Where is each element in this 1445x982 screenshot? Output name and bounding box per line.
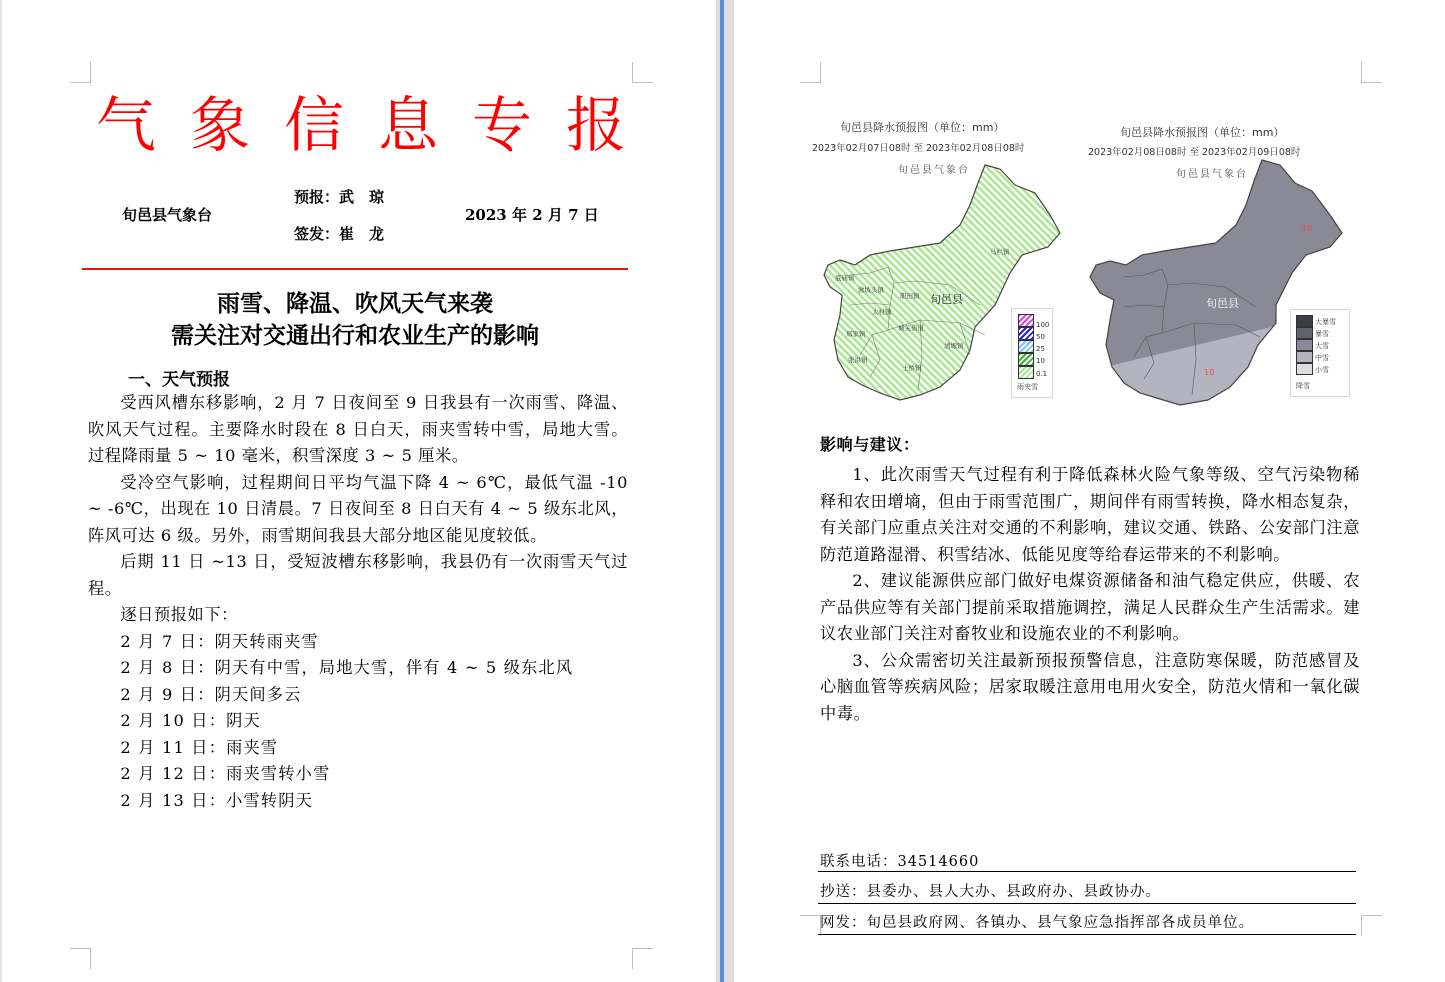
legend-swatch xyxy=(1018,366,1034,379)
margin-mark-bottom-left xyxy=(800,915,821,936)
legend-title: 降雪 xyxy=(1296,382,1310,390)
map-title: 旬邑县降水预报图（单位：mm） xyxy=(840,121,1005,134)
legend-swatch xyxy=(1018,353,1034,366)
headline-line-2: 需关注对交通出行和农业生产的影响 xyxy=(171,322,539,349)
value-label: 10 xyxy=(1302,224,1313,233)
county-label: 旬邑县 xyxy=(930,293,963,306)
footer-divider xyxy=(818,903,1356,904)
daily-forecast-list xyxy=(88,629,628,815)
forecast-paragraph: 后期 11 日 ~13 日，受短波槽东移影响，我县仍有一次雨雪天气过程。 xyxy=(88,552,628,598)
margin-mark-bottom-left xyxy=(70,948,91,969)
precipitation-map-day1 xyxy=(810,115,1078,415)
masthead-char: 气 xyxy=(96,91,156,161)
forecaster: 预报：武 琼 xyxy=(294,188,385,206)
legend-label: 中雪 xyxy=(1315,354,1329,362)
legend-swatch xyxy=(1018,327,1034,340)
forecast-paragraph: 受冷空气影响，过程期间日平均气温下降 4 ~ 6℃，最低气温 -10 ~ -6℃，出现在 10 日清晨。7 日夜间至 8 日白天有 4 ~ 5 级东北风，阵风可达 6 级。另外，雨雪期间我县大部分地区能见度较低。 xyxy=(88,472,628,545)
town-label: 郑家镇 xyxy=(846,330,866,338)
town-label: 城关街道 xyxy=(898,324,924,332)
header-divider xyxy=(82,268,628,270)
town-label: 底庙镇 xyxy=(835,274,855,282)
legend-swatch xyxy=(1018,314,1034,327)
margin-mark-bottom-right xyxy=(1361,915,1382,936)
town-label: 职田镇 xyxy=(900,292,920,300)
margin-mark-top-left xyxy=(800,62,821,83)
legend-swatch xyxy=(1296,315,1313,327)
forecast-body xyxy=(88,390,628,814)
masthead-char: 专 xyxy=(472,91,532,161)
legend-title: 雨夹雪 xyxy=(1017,383,1038,391)
legend-label: 暴雪 xyxy=(1315,330,1329,338)
map-legend xyxy=(1290,309,1350,397)
map-legend xyxy=(1011,308,1053,398)
legend-swatch xyxy=(1296,327,1313,339)
town-label: 土桥镇 xyxy=(902,364,922,372)
legend-label: 100 xyxy=(1036,321,1050,329)
margin-mark-top-left xyxy=(70,62,91,83)
issuer: 签发：崔 龙 xyxy=(294,225,385,243)
town-label: 张洪镇 xyxy=(848,356,868,364)
legend-label: 25 xyxy=(1036,345,1045,353)
map-org: 旬邑县气象台 xyxy=(898,165,970,176)
distribution-list: 网发：旬邑县政府网、各镇办、县气象应急指挥部各成员单位。 xyxy=(820,915,1254,931)
section-title-forecast: 一、天气预报 xyxy=(128,370,230,390)
town-label: 马栏镇 xyxy=(990,248,1010,256)
legend-swatch xyxy=(1018,340,1034,353)
daily-forecast-item: 2 月 12 日：雨夹雪转小雪 xyxy=(120,764,331,783)
daily-forecast-item: 2 月 7 日：阴天转雨夹雪 xyxy=(120,631,319,651)
headline xyxy=(82,288,628,352)
map-org: 旬邑县气象台 xyxy=(1176,169,1248,180)
masthead-char: 报 xyxy=(566,91,626,161)
masthead-char: 象 xyxy=(190,91,250,161)
impact-paragraph: 3、公众需密切关注最新预报预警信息，注意防寒保暖，防范感冒及心脑血管等疾病风险；居家取暖注意用电用火安全，防范火情和一氧化碳中毒。 xyxy=(820,650,1360,723)
legend-label: 0.1 xyxy=(1036,370,1048,378)
town-label: 湫坡头镇 xyxy=(858,286,884,294)
margin-mark-top-right xyxy=(632,62,653,83)
precipitation-map-day2 xyxy=(1080,115,1350,415)
daily-forecast-item: 2 月 9 日：阴天间多云 xyxy=(120,684,302,704)
impact-paragraph: 1、此次雨雪天气过程有利于降低森林火险气象等级、空气污染物稀释和农田增墒，但由于雨雪范围广，期间伴有雨雪转换，降水相态复杂，有关部门应重点关注对交通的不利影响，建议交通、铁路、公安部门注意防范道路湿滑、积雪结冰、低能见度等给春运带来的不利影响。 xyxy=(820,465,1360,564)
page-separator-line xyxy=(720,0,724,982)
map-period: 2023年02月07日08时 至 2023年02月08日08时 xyxy=(812,143,1025,154)
town-label: 太村镇 xyxy=(872,308,892,316)
impact-section xyxy=(820,432,1360,727)
legend-label: 小雪 xyxy=(1315,366,1329,374)
legend-swatch xyxy=(1296,363,1313,375)
daily-forecast-item: 2 月 11 日：雨夹雪 xyxy=(120,737,279,757)
margin-mark-bottom-right xyxy=(632,948,653,969)
daily-forecast-item: 2 月 13 日：小雪转阴天 xyxy=(120,790,314,810)
legend-label: 10 xyxy=(1036,357,1045,365)
page-gutter xyxy=(716,0,734,982)
legend-swatch xyxy=(1296,339,1313,351)
daily-forecast-item: 2 月 8 日：阴天有中雪，局地大雪，伴有 4 ~ 5 级东北风 xyxy=(120,658,574,677)
footer-divider xyxy=(818,871,1356,872)
value-label: 10 xyxy=(1204,368,1215,377)
daily-forecast-item: 2 月 10 日：阴天 xyxy=(120,711,261,730)
cc-list: 抄送：县委办、县人大办、县政府办、县政协办。 xyxy=(820,884,1161,900)
legend-label: 50 xyxy=(1036,333,1045,341)
headline-line-1: 雨雪、降温、吹风天气来袭 xyxy=(217,290,493,317)
legend-label: 大暴雪 xyxy=(1315,318,1336,326)
town-label: 清塬镇 xyxy=(944,342,964,350)
county-label: 旬邑县 xyxy=(1206,297,1239,310)
masthead-char: 信 xyxy=(284,91,344,161)
impact-paragraph: 2、建议能源供应部门做好电煤资源储备和油气稳定供应，供暖、农产品供应等有关部门提前采取措施调控，满足人民群众生产生活需求。建议农业部门关注对畜牧业和设施农业的不利影响。 xyxy=(820,571,1360,643)
masthead-title xyxy=(96,88,626,164)
forecast-paragraph: 逐日预报如下： xyxy=(120,605,238,624)
margin-mark-top-right xyxy=(1361,62,1382,83)
contact-phone: 联系电话：34514660 xyxy=(820,854,980,870)
legend-label: 大雪 xyxy=(1315,342,1329,350)
issuing-org: 旬邑县气象台 xyxy=(122,206,213,224)
issue-date: 2023 年 2 月 7 日 xyxy=(465,206,599,224)
footer-divider xyxy=(818,934,1356,935)
impact-title: 影响与建议： xyxy=(820,435,920,454)
map-period: 2023年02月08日08时 至 2023年02月09日08时 xyxy=(1088,147,1301,158)
map-title: 旬邑县降水预报图（单位：mm） xyxy=(1120,126,1285,139)
forecast-paragraph: 受西风槽东移影响，2 月 7 日夜间至 9 日我县有一次雨雪、降温、吹风天气过程。主要降水时段在 8 日白天，雨夹雪转中雪，局地大雪。过程降雨量 5 ~ 10 毫米，积雪深度 3 ~ 5 厘米。 xyxy=(88,393,628,465)
masthead-char: 息 xyxy=(378,91,438,161)
legend-swatch xyxy=(1296,351,1313,363)
